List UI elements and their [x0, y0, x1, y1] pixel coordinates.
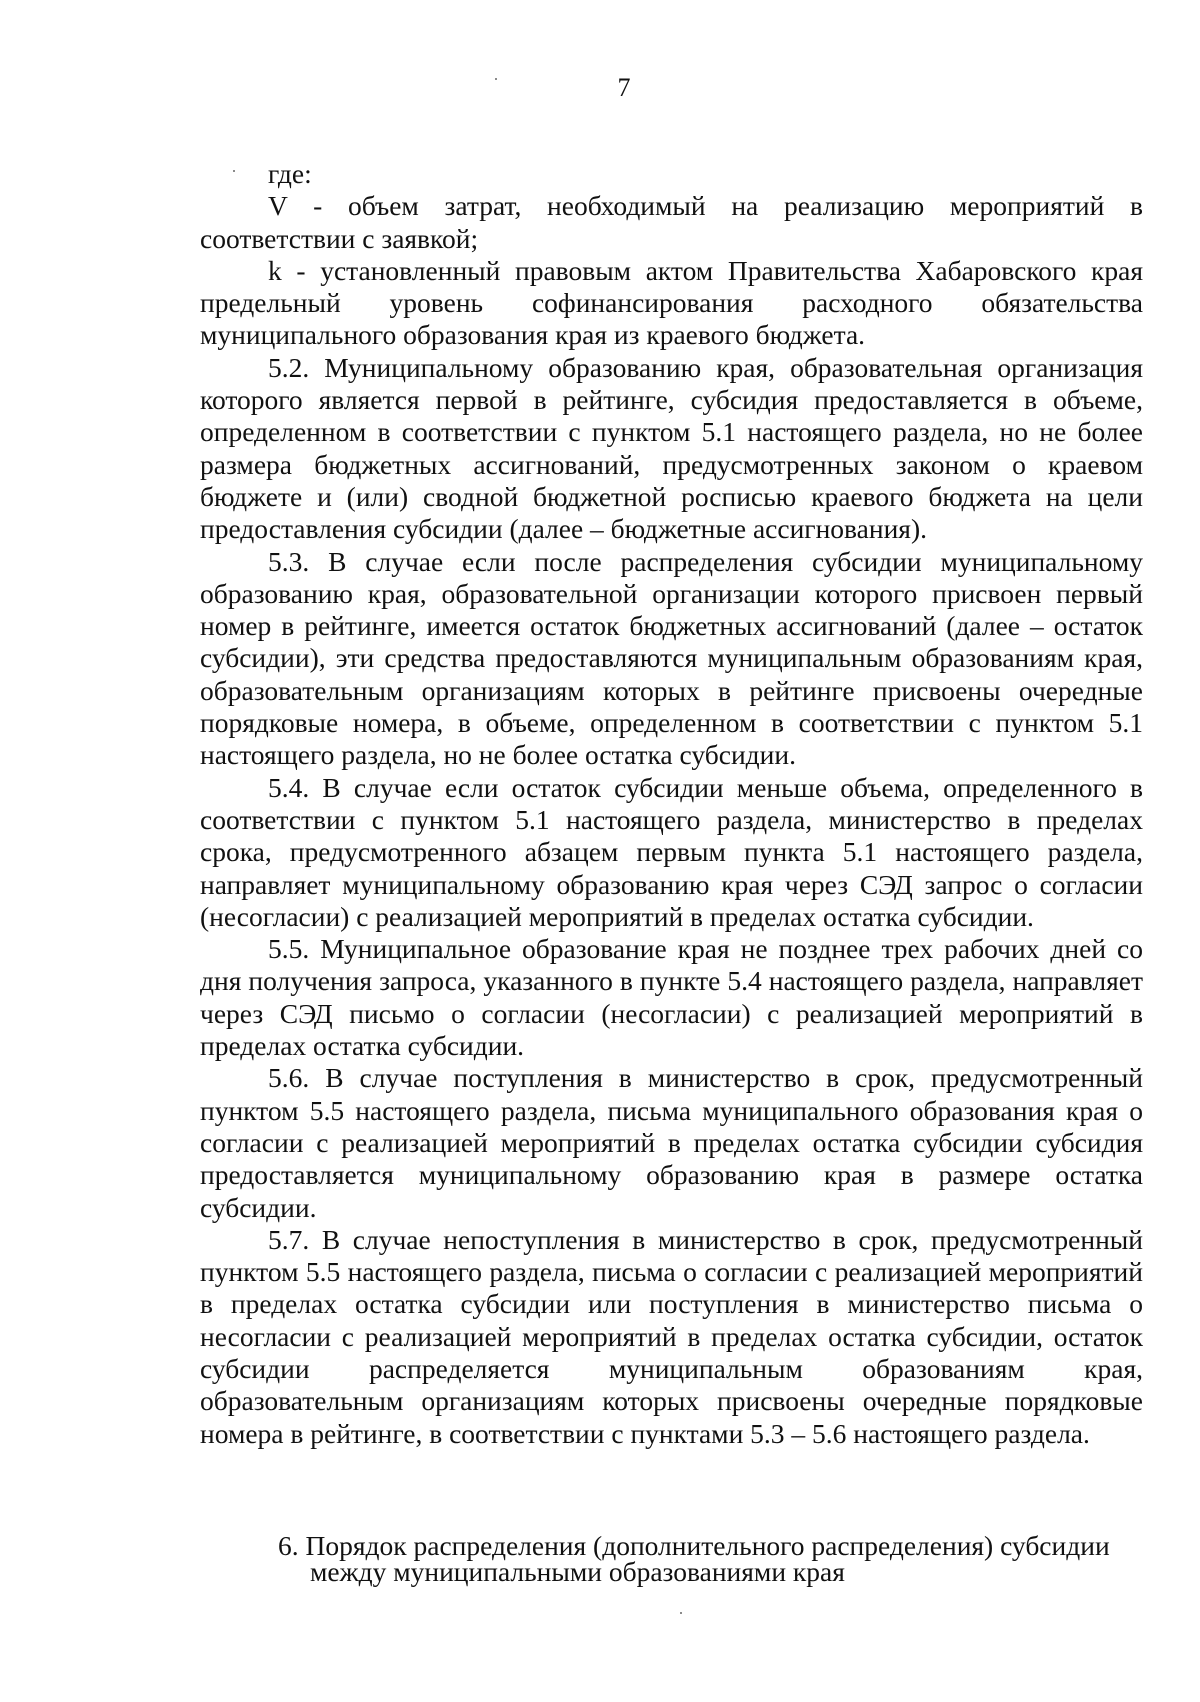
page-number: 7	[617, 73, 631, 102]
document-body	[200, 158, 1143, 1450]
section-6-heading-line-2: между муниципальными образованиями края	[310, 1556, 845, 1587]
scan-speck	[233, 170, 235, 172]
paragraph-5-2: 5.2. Муниципальному образованию края, образовательная организация которого является первой в рейтинге, субсидия предоставляется в объеме, определенном в соответствии с пунктом 5.1 настоящего раздела, но не более размера бюджетных ассигнований, предусмотренных законом о краевом бюджете и (или) сводной бюджетной росписью краевого бюджета на цели предоставления субсидии (далее – бюджетные ассигнования).	[200, 351, 1143, 545]
paragraph-5-6: 5.6. В случае поступления в министерство в срок, предусмотренный пунктом 5.5 настоящего раздела, письма муниципального образования края о согласии с реализацией мероприятий в пределах остатка субсидии субсидия предоставляется муниципальному образованию края в размере остатка субсидии.	[200, 1062, 1143, 1223]
section-6-heading	[278, 1530, 1138, 1587]
paragraph-where: где:	[268, 158, 312, 189]
scan-speck	[495, 78, 497, 80]
paragraph-5-7: 5.7. В случае непоступления в министерство в срок, предусмотренный пунктом 5.5 настоящего раздела, письма о согласии с реализацией мероприятий в пределах остатка субсидии или поступления в министерство письма о несогласии с реализацией мероприятий в пределах остатка субсидии, остаток субсидии распределяется муниципальным образованиям края, образовательным организациям которых присвоены очередные порядковые номера в рейтинге, в соответствии с пунктами 5.3 – 5.6 настоящего раздела.	[200, 1223, 1143, 1449]
paragraph-5-4: 5.4. В случае если остаток субсидии меньше объема, определенного в соответствии с пунктом 5.1 настоящего раздела, министерство в пределах срока, предусмотренного абзацем первым пункта 5.1 настоящего раздела, направляет муниципальному образованию края через СЭД запрос о согласии (несогласии) с реализацией мероприятий в пределах остатка субсидии.	[200, 771, 1143, 932]
scan-speck	[680, 1612, 682, 1614]
paragraph-k-definition: k - установленный правовым актом Правительства Хабаровского края предельный уровень софинансирования расходного обязательства муниципального образования края из краевого бюджета.	[200, 254, 1143, 351]
paragraph-5-3: 5.3. В случае если после распределения субсидии муниципальному образованию края, образовательной организации которого присвоен первый номер в рейтинге, имеется остаток бюджетных ассигнований (далее – остаток субсидии), эти средства предоставляются муниципальным образованиям края, образовательным организациям которых в рейтинге присвоены очередные порядковые номера, в объеме, определенном в соответствии с пунктом 5.1 настоящего раздела, но не более остатка субсидии.	[200, 545, 1143, 771]
section-6-heading-line-1: 6. Порядок распределения (дополнительного распределения) субсидии	[278, 1530, 1110, 1561]
paragraph-5-5: 5.5. Муниципальное образование края не позднее трех рабочих дней со дня получения запроса, указанного в пункте 5.4 настоящего раздела, направляет через СЭД письмо о согласии (несогласии) с реализацией мероприятий в пределах остатка субсидии.	[200, 933, 1143, 1062]
paragraph-v-definition: V - объем затрат, необходимый на реализацию мероприятий в соответствии с заявкой;	[200, 190, 1143, 254]
